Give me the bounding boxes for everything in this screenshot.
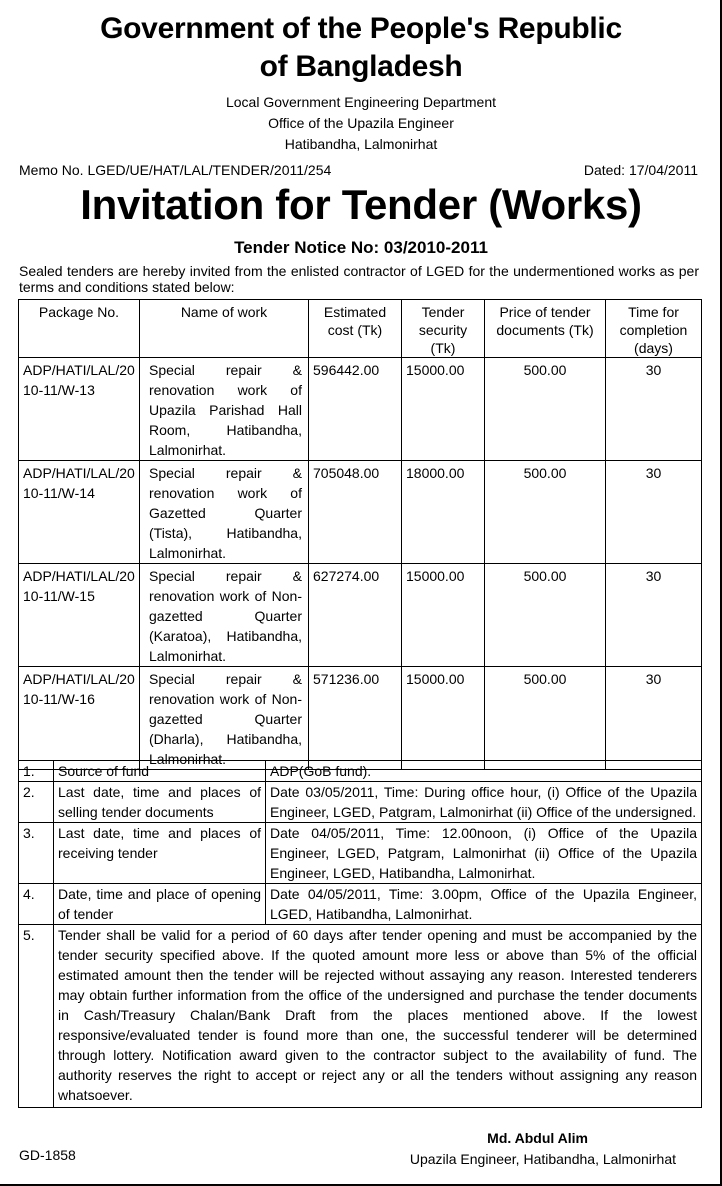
- package-number: ADP/HATI/LAL/2010-11/W-16: [19, 667, 140, 770]
- tender-security: 18000.00: [402, 461, 485, 564]
- condition-value: ADP(GoB fund).: [266, 761, 702, 782]
- condition-row: [19, 884, 702, 925]
- office-location: Hatibandha, Lalmonirhat: [284, 136, 438, 152]
- estimated-cost: 571236.00: [309, 667, 402, 770]
- title-line-2: of Bangladesh: [259, 50, 463, 83]
- document-price: 500.00: [485, 461, 606, 564]
- tender-conditions-table: [18, 760, 702, 1108]
- condition-number: 3.: [19, 823, 54, 884]
- condition-row: [19, 925, 702, 1108]
- condition-value: Date 04/05/2011, Time: 12.00noon, (i) Office of the Upazila Engineer, LGED, Patgram, Lalmonirhat (ii) Office of the Upazila Engineer, LGED, Hatibandha, Lalmonirhat.: [266, 823, 702, 884]
- condition-number: 1.: [19, 761, 54, 782]
- estimated-cost: 596442.00: [309, 358, 402, 461]
- condition-row: [19, 782, 702, 823]
- page-title: Invitation for Tender (Works): [80, 181, 642, 228]
- work-name: Special repair & renovation work of Gazetted Quarter (Tista), Hatibandha, Lalmonirhat.: [140, 461, 309, 564]
- tender-security: 15000.00: [402, 564, 485, 667]
- memo-number: Memo No. LGED/UE/HAT/LAL/TENDER/2011/254: [19, 162, 332, 178]
- document-price: 500.00: [485, 564, 606, 667]
- condition-value: Date 03/05/2011, Time: During office hour, (i) Office of the Upazila Engineer, LGED, Patgram, Lalmonirhat (ii) Office of the undersigned.: [266, 782, 702, 823]
- table-row: [19, 667, 702, 770]
- estimated-cost: 705048.00: [309, 461, 402, 564]
- package-number: ADP/HATI/LAL/2010-11/W-13: [19, 358, 140, 461]
- table-row: [19, 564, 702, 667]
- table-row: [19, 358, 702, 461]
- header-estimated-cost: Estimated cost (Tk): [309, 300, 402, 358]
- header-document-price: Price of tender documents (Tk): [485, 300, 606, 358]
- office-name: Office of the Upazila Engineer: [268, 115, 454, 131]
- work-name: Special repair & renovation work of Upazila Parishad Hall Room, Hatibandha, Lalmonirhat.: [140, 358, 309, 461]
- title-line-1: Government of the People's Republic: [100, 12, 622, 45]
- condition-row: [19, 761, 702, 782]
- work-name: Special repair & renovation work of Non-gazetted Quarter (Dharla), Hatibandha, Lalmonirhat.: [140, 667, 309, 770]
- general-conditions-text: Tender shall be valid for a period of 60 days after tender opening and must be accompanied by the tender security specified above. If the quoted amount more less or above than 5% of the official estimated amount then the tender will be rejected without assaying any reason. Interested tenderers may obtain further information from the office of the undersigned and purchase the tender documents in Cash/Treasury Chalan/Bank Draft from the places mentioned above. If the lowest responsive/evaluated tender is found more than one, the successful tenderer will be determined through lottery. Notification award given to the contractor subject to the availability of fund. The authority reserves the right to accept or reject any or all the tenders without assigning any reason whatsoever.: [54, 925, 702, 1108]
- gd-code: GD-1858: [19, 1147, 76, 1163]
- condition-label: Last date, time and places of selling tender documents: [54, 782, 266, 823]
- header-work-name: Name of work: [140, 300, 309, 358]
- package-number: ADP/HATI/LAL/2010-11/W-14: [19, 461, 140, 564]
- tender-notice-number: Tender Notice No: 03/2010-2011: [234, 238, 488, 257]
- document-price: 500.00: [485, 667, 606, 770]
- signatory-name: Md. Abdul Alim: [487, 1130, 588, 1146]
- completion-days: 30: [606, 667, 702, 770]
- department-name: Local Government Engineering Department: [225, 94, 497, 110]
- header-completion-time: Time for completion (days): [606, 300, 702, 358]
- condition-number: 4.: [19, 884, 54, 925]
- completion-days: 30: [606, 358, 702, 461]
- signatory-designation: Upazila Engineer, Hatibandha, Lalmonirhat: [409, 1151, 676, 1167]
- condition-number: 5.: [19, 925, 54, 1108]
- table-header-row: [19, 300, 702, 358]
- memo-date: Dated: 17/04/2011: [583, 162, 698, 178]
- works-table: [18, 299, 702, 770]
- condition-label: Last date, time and places of receiving tender: [54, 823, 266, 884]
- tender-security: 15000.00: [402, 667, 485, 770]
- condition-label: Date, time and place of opening of tender: [54, 884, 266, 925]
- intro-paragraph: Sealed tenders are hereby invited from the enlisted contractor of LGED for the undermentioned works as per terms and conditions stated below:: [19, 263, 699, 295]
- header-package: Package No.: [19, 300, 140, 358]
- package-number: ADP/HATI/LAL/2010-11/W-15: [19, 564, 140, 667]
- header-tender-security: Tender security (Tk): [402, 300, 485, 358]
- completion-days: 30: [606, 564, 702, 667]
- estimated-cost: 627274.00: [309, 564, 402, 667]
- condition-value: Date 04/05/2011, Time: 3.00pm, Office of the Upazila Engineer, LGED, Hatibandha, Lalmonirhat.: [266, 884, 702, 925]
- condition-number: 2.: [19, 782, 54, 823]
- work-name: Special repair & renovation work of Non-gazetted Quarter (Karatoa), Hatibandha, Lalmonirhat.: [140, 564, 309, 667]
- completion-days: 30: [606, 461, 702, 564]
- table-row: [19, 461, 702, 564]
- document-price: 500.00: [485, 358, 606, 461]
- condition-row: [19, 823, 702, 884]
- condition-label: Source of fund: [54, 761, 266, 782]
- tender-security: 15000.00: [402, 358, 485, 461]
